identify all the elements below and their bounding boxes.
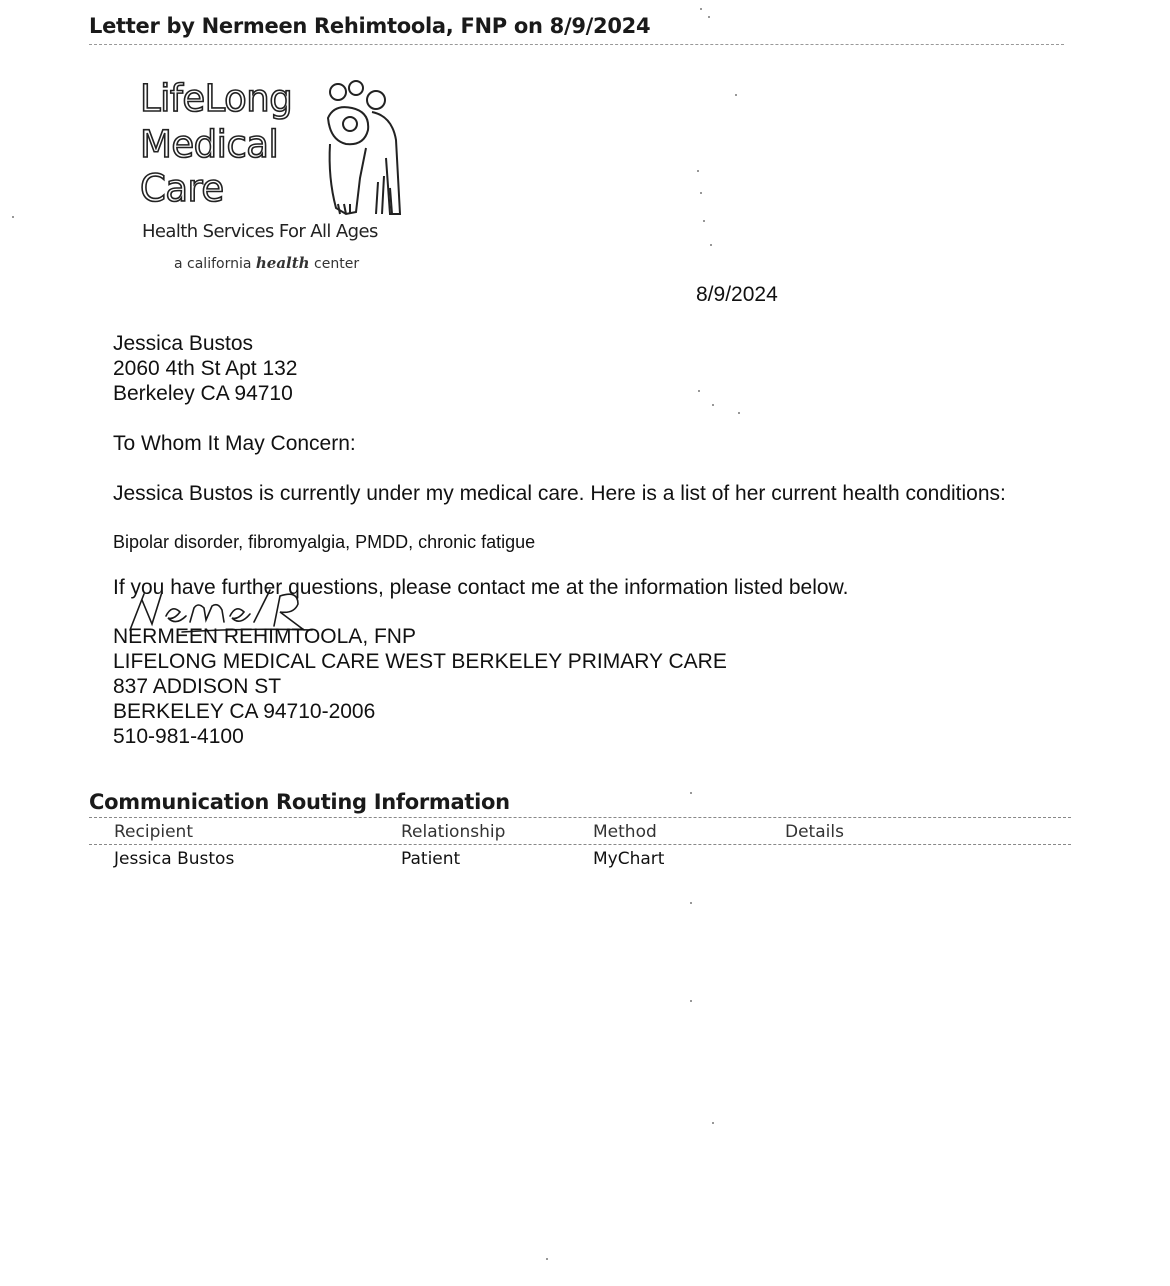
recipient-address: [113, 331, 298, 406]
document-title: Letter by Nermeen Rehimtoola, FNP on 8/9/2024: [89, 14, 651, 38]
signer-phone: 510-981-4100: [113, 725, 244, 748]
health-conditions: Bipolar disorder, fibromyalgia, PMDD, chronic fatigue: [113, 532, 536, 552]
signer-name: NERMEEN REHIMTOOLA, FNP: [113, 625, 416, 648]
recipient-address-line1: 2060 4th St Apt 132: [113, 357, 298, 380]
header-divider: [89, 44, 1064, 45]
letter-date: 8/9/2024: [696, 283, 778, 306]
logo-subtagline: a california health center: [174, 254, 360, 272]
logo-word-lifelong: LifeLong: [140, 77, 293, 120]
recipient-name: Jessica Bustos: [113, 332, 254, 355]
routing-cell-relationship: Patient: [401, 849, 461, 869]
routing-cell-recipient: Jessica Bustos: [114, 849, 235, 869]
signer-city: BERKELEY CA 94710-2006: [113, 700, 376, 723]
letter-greeting: To Whom It May Concern:: [113, 432, 356, 455]
recipient-address-line2: Berkeley CA 94710: [113, 382, 293, 405]
column-header-method: Method: [593, 822, 657, 842]
routing-cell-method: MyChart: [593, 849, 665, 869]
column-header-relationship: Relationship: [401, 822, 506, 842]
letter-intro: Jessica Bustos is currently under my medical care. Here is a list of her current health conditions:: [113, 482, 1006, 505]
logo-word-medical: Medical: [140, 123, 279, 166]
logo-tagline: Health Services For All Ages: [142, 221, 378, 242]
logo-word-care: Care: [140, 167, 224, 210]
column-header-details: Details: [785, 822, 844, 842]
lifelong-logo: [138, 76, 413, 276]
signer-street: 837 ADDISON ST: [113, 675, 282, 698]
routing-divider: [89, 817, 1071, 818]
signer-block: [113, 624, 727, 749]
routing-header-divider: [89, 844, 1071, 845]
signer-organization: LIFELONG MEDICAL CARE WEST BERKELEY PRIMARY CARE: [113, 650, 727, 673]
column-header-recipient: Recipient: [114, 822, 193, 842]
routing-section-title: Communication Routing Information: [89, 790, 510, 814]
family-figures-icon: [316, 78, 408, 220]
letter-closing: If you have further questions, please contact me at the information listed below.: [113, 576, 849, 599]
